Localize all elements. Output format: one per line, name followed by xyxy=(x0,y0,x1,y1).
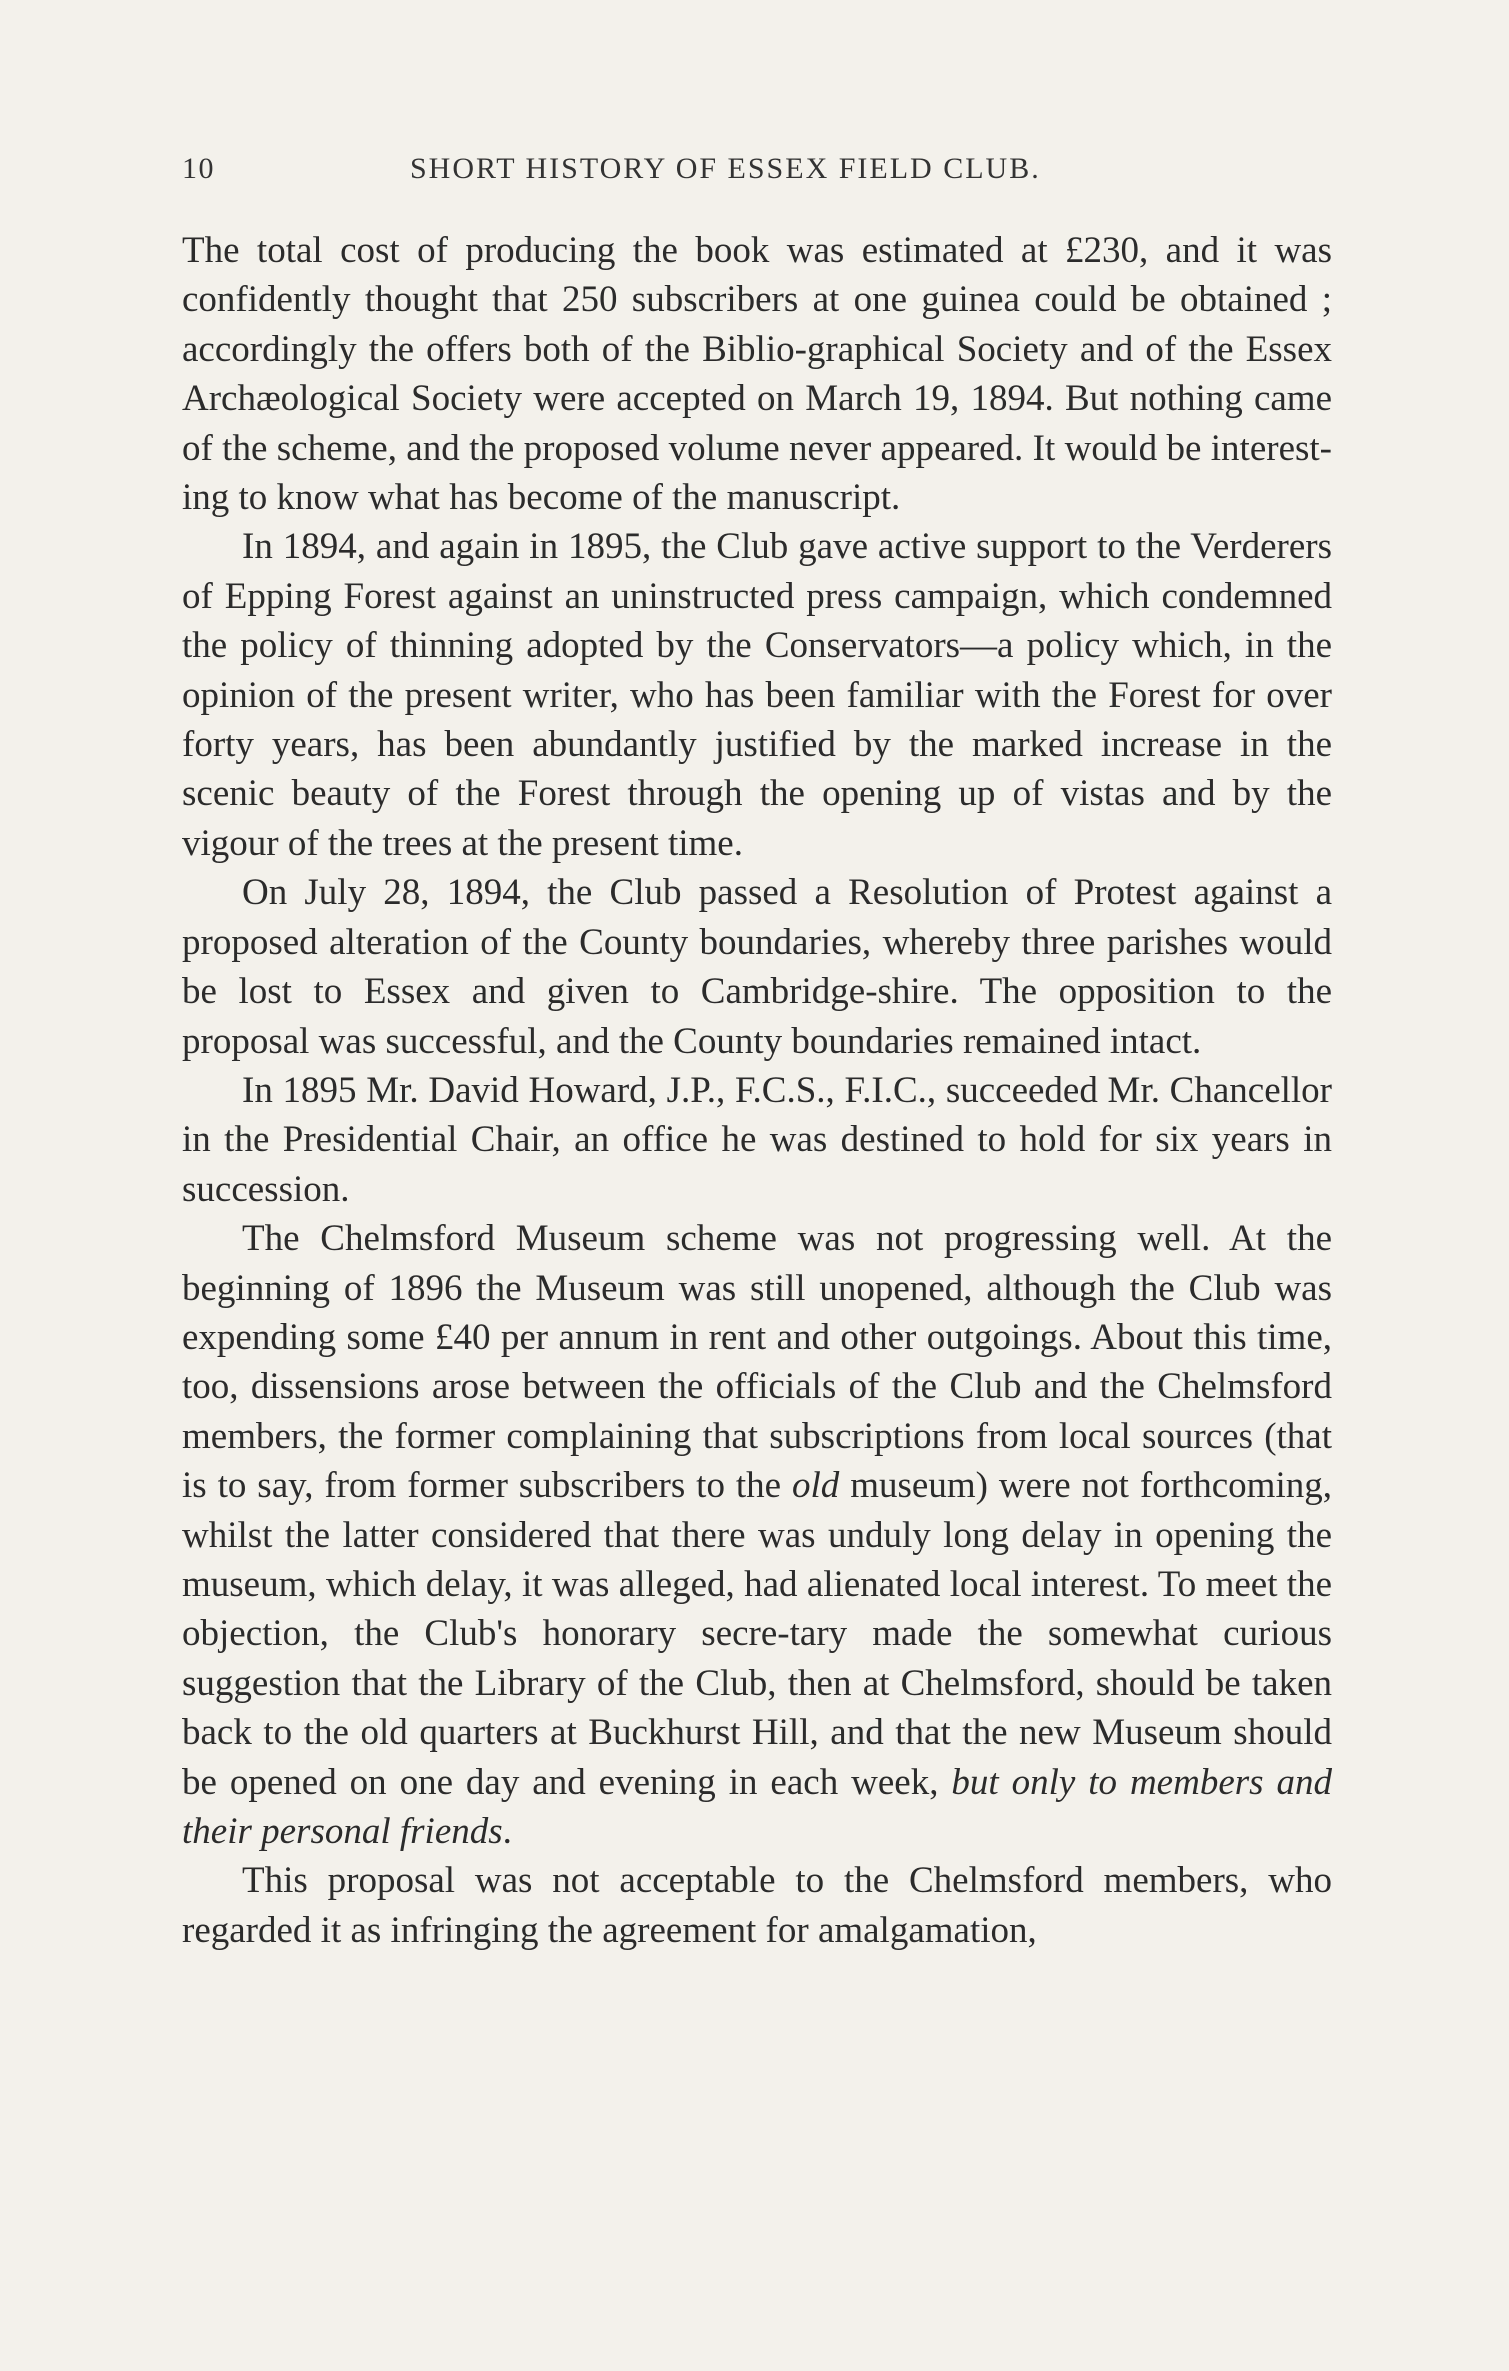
paragraph-president: In 1895 Mr. David Howard, J.P., F.C.S., F.I.C., succeeded Mr. Chancellor in the Presidential Chair, an office he was destined to hold for six years in succession. xyxy=(182,1069,1332,1210)
body-text xyxy=(182,226,1332,1955)
paragraph-epping-forest: In 1894, and again in 1895, the Club gave active support to the Verderers of Epping Forest against an uninstructed press campaign, which condemned the policy of thinning adopted by the Conservators—a policy which, in the opinion of the present writer, who has been familiar with the Forest for over forty years, has been abundantly justified by the marked increase in the scenic beauty of the Forest through the opening up of vistas and by the vigour of the trees at the present time. xyxy=(182,526,1332,864)
emphasis-members-only: but only to members and their personal friends xyxy=(182,1761,1332,1852)
paragraph-county-boundaries: On July 28, 1894, the Club passed a Resolution of Protest against a proposed alteration of the County boundaries, whereby three parishes would be lost to Essex and given to Cambridge-shire. The opposition to the proposal was successful, and the County boundaries remained intact. xyxy=(182,872,1332,1062)
museum-text-part-1: The Chelmsford Museum scheme was not progressing well. At the beginning of 1896 the Museum was still unopened, although the Club was expending some £40 per annum in rent and other outgoings. About this time, too, dissensions arose between the officials of the Club and the Chelmsford members, the former complaining that subscriptions from local sources (that is to say, from former subscribers to the xyxy=(182,1218,1332,1507)
page-header xyxy=(182,152,1332,202)
paragraph-chelmsford-museum xyxy=(182,1214,1332,1856)
paragraph-proposal: This proposal was not acceptable to the Chelmsford members, who regarded it as infringing the agreement for amalgamation, xyxy=(182,1860,1332,1951)
emphasis-old: old xyxy=(792,1465,840,1507)
museum-text-end: . xyxy=(502,1811,512,1852)
page-number: 10 xyxy=(182,152,215,185)
paragraph-cost-of-book: The total cost of producing the book was estimated at £230, and it was confidently thought that 250 subscribers at one guinea could be obtained ; accordingly the offers both of the Biblio-graphical Society and of the Essex Archæological Society were accepted on March 19, 1894. But nothing came of the scheme, and the proposed volume never appeared. It would be interest-ing to know what has become of the manuscript. xyxy=(182,230,1332,519)
museum-text-part-2: museum) were not forthcoming, whilst the latter considered that there was unduly long delay in opening the museum, which delay, it was alleged, had alienated local interest. To meet the objection, the Club's honorary secre-tary made the somewhat curious suggestion that the Library of the Club, then at Chelmsford, should be taken back to the old quarters at Buckhurst Hill, and that the new Museum should be opened on one day and evening in each week, xyxy=(182,1465,1332,1803)
running-title: SHORT HISTORY OF ESSEX FIELD CLUB. xyxy=(410,152,1041,185)
